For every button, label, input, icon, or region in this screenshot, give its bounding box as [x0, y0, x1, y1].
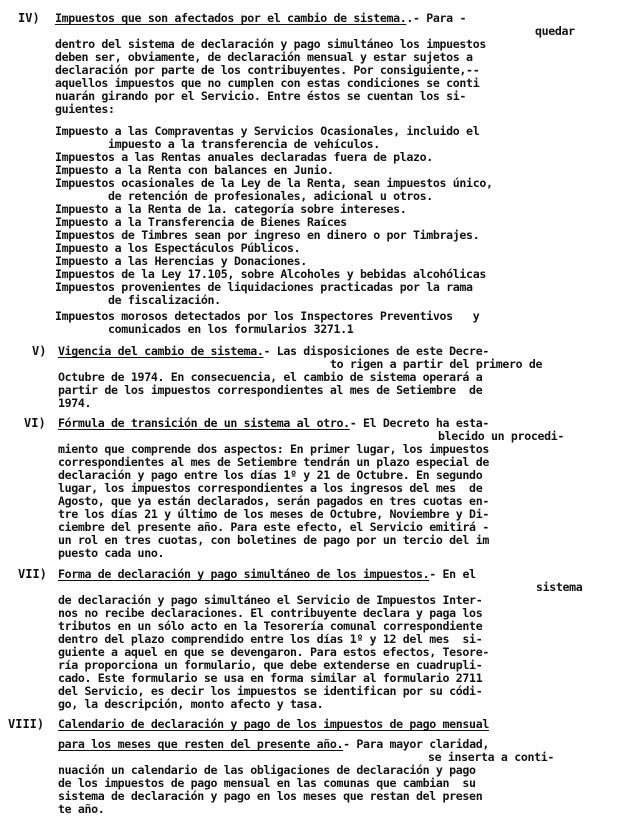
text-line: se inserta a conti- [428, 750, 554, 764]
list-item: Impuesto a la Renta de 1a. categoría sobre intereses. [55, 202, 407, 216]
text-line: nuación un calendario de las obligaciones de declaración y pago [58, 763, 476, 777]
section-heading-line-viii [58, 738, 489, 751]
section-lead-v: - Las disposiciones de este Decre- [263, 344, 489, 358]
list-item: de fiscalización. [55, 293, 221, 307]
text-line: guiente a aquel en que se devengaron. Para estos efectos, Tesore- [58, 645, 489, 659]
list-item: Impuesto a la Renta con balances en Junio. [55, 163, 334, 177]
text-line: te año. [58, 802, 105, 816]
list-item: de retención de profesionales, adicional u otros. [55, 189, 433, 203]
text-line: tre los días 21 y último de los meses de Octubre, Noviembre y Di- [58, 507, 489, 521]
text-line: lugar, los impuestos correspondientes a los ingresos del mes de [58, 481, 483, 495]
list-item: Impuesto a la Transferencia de Bienes Raíces [55, 215, 347, 229]
section-heading-iv: Impuestos que son afectados por el cambio de sistema. [55, 11, 407, 25]
list-item: Impuestos a las Rentas anuales declaradas fuera de plazo. [55, 150, 433, 164]
list-item: Impuesto a las Compraventas y Servicios Ocasionales, incluido el [55, 124, 480, 138]
list-item: Impuesto a las Herencias y Donaciones. [55, 254, 307, 268]
section-number-iv: IV) [18, 11, 40, 25]
text-line: quedar [535, 24, 575, 38]
text-line: partir de los impuestos correspondientes al mes de Setiembre de [58, 383, 483, 397]
section-heading-vi: Fórmula de transición de un sistema al otro. [58, 416, 350, 430]
text-line: dentro del sistema de declaración y pago simultáneo los impuestos [55, 37, 486, 51]
section-lead-iv: .- Para - [406, 11, 467, 25]
text-line: 1974. [58, 396, 92, 410]
section-lead-viii: - Para mayor claridad, [343, 737, 489, 751]
text-line: de declaración y pago simultáneo el Servicio de Impuestos Inter- [58, 593, 483, 607]
section-number-vii: VII) [18, 567, 47, 581]
text-line: puesto cada uno. [58, 546, 165, 560]
section-heading-viii-line2: para los meses que resten del presente año. [58, 737, 344, 751]
section-number-v: V) [32, 344, 47, 358]
text-line: sistema de declaración y pago en los meses que restan del presen [58, 789, 483, 803]
text-line: Agosto, que ya están declarados, serán pagados en tres cuotas en- [58, 494, 489, 508]
text-line: Octubre de 1974. En consecuencia, el cambio de sistema operará a [58, 370, 483, 384]
section-number-vi: VI) [24, 416, 46, 430]
list-item: impuesto a la transferencia de vehículos. [55, 137, 380, 151]
section-number-viii: VIII) [8, 717, 45, 731]
section-heading-line-vii [58, 568, 476, 581]
text-line: aquellos impuestos que no cumplen con estas condiciones se conti [55, 76, 480, 90]
text-line: deben ser, obviamente, de declaración mensual y estar sujetos a [55, 50, 473, 64]
text-line: de los impuestos de pago mensual en las comunas que cambian su [58, 776, 476, 790]
text-line: ría proporciona un formulario, que debe extenderse en cuadrupli- [58, 658, 483, 672]
text-line: blecido un procedi- [438, 429, 564, 443]
text-line: declaración y pago entre los días 1º y 21 de Octubre. En segundo [58, 468, 483, 482]
section-heading-viii-line1: Calendario de declaración y pago de los impuestos de pago mensual [58, 717, 489, 731]
text-line: tributos en un sólo acto en la Tesorería comunal correspondiente [58, 619, 483, 633]
text-line: ciembre del presente año. Para este efecto, el Servicio emitirá - [58, 520, 489, 534]
list-item: Impuestos de Timbres sean por ingreso en dinero o por Timbrajes. [55, 228, 480, 242]
text-line: sistema [536, 580, 583, 594]
text-line: to rigen a partir del primero de [330, 357, 543, 371]
section-lead-vi: - El Decreto ha esta- [349, 416, 489, 430]
list-item: Impuestos de la Ley 17.105, sobre Alcoholes y bebidas alcohólicas [55, 267, 486, 281]
text-line: declaración por parte de los contribuyentes. Por consiguiente,-- [55, 63, 480, 77]
section-lead-vii: - En el [429, 567, 476, 581]
section-heading-viii [58, 718, 489, 731]
text-line: miento que comprende dos aspectos: En primer lugar, los impuestos [58, 442, 489, 456]
text-line: dentro del plazo comprendido entre los días 1º y 12 del mes si- [58, 632, 483, 646]
list-item: Impuesto a los Espectáculos Públicos. [55, 241, 301, 255]
list-item: Impuestos ocasionales de la Ley de la Renta, sean impuestos único, [55, 176, 493, 190]
list-item: Impuestos morosos detectados por los Inspectores Preventivos y [55, 309, 480, 323]
text-line: nos no recibe declaraciones. El contribuyente declara y paga los [58, 606, 483, 620]
section-heading-vii: Forma de declaración y pago simultáneo de los impuestos. [58, 567, 430, 581]
text-line: go, la descripción, monto afecto y tasa. [58, 697, 324, 711]
text-line: correspondientes al mes de Setiembre tendrán un plazo especial de [58, 455, 489, 469]
section-heading-v: Vigencia del cambio de sistema. [58, 344, 264, 358]
text-line: nuarán girando por el Servicio. Entre éstos se cuentan los si- [55, 89, 467, 103]
section-heading-line-vi [58, 417, 489, 430]
text-line: del Servicio, es decir los impuestos se identifican por su códi- [58, 684, 483, 698]
section-heading-line-iv [55, 12, 466, 25]
list-item: Impuestos provenientes de liquidaciones practicadas por la rama [55, 280, 473, 294]
text-line: cado. Este formulario se usa en forma similar al formulario 2711 [58, 671, 483, 685]
text-line: guientes: [55, 102, 115, 116]
text-line: un rol en tres cuotas, con boletines de pago por un tercio del im [58, 533, 489, 547]
list-item: comunicados en los formularios 3271.1 [55, 322, 354, 336]
